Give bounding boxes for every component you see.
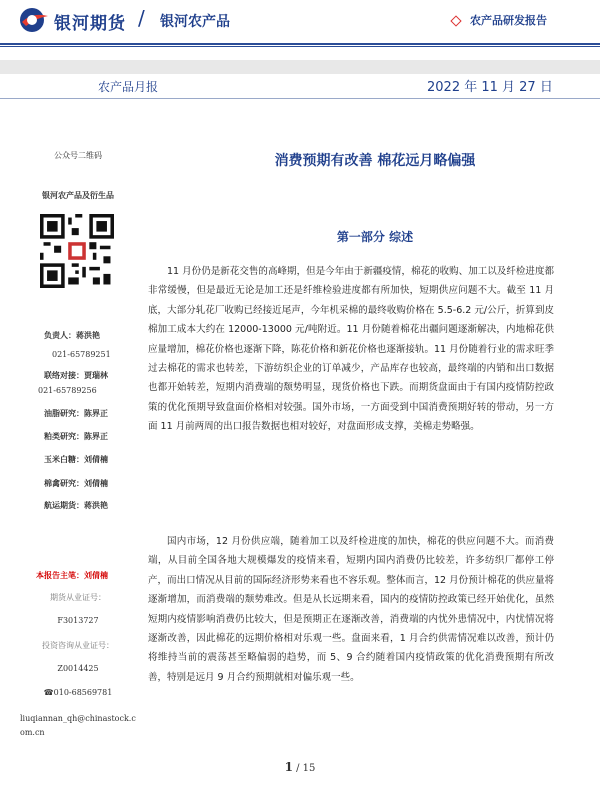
contact-row: 联络对接：贾瑞林 <box>44 370 108 380</box>
qr-code-icon <box>40 214 114 288</box>
consult-number: Z0014425 <box>57 664 99 673</box>
page-total: / 15 <box>296 763 316 774</box>
telephone: ☎010-68569781 <box>43 688 113 697</box>
report-type: 农产品研发报告 <box>470 14 547 27</box>
contact-row: 航运期货：蒋洪艳 <box>44 500 108 510</box>
page-number: 1 <box>284 760 293 774</box>
contact-phone: 021-65789251 <box>52 350 111 359</box>
header-rule-thin <box>0 46 600 47</box>
band-rule <box>0 98 600 99</box>
cert-label: 期货从业证号： <box>50 593 106 602</box>
contact-row: 粕类研究：陈界正 <box>44 431 108 441</box>
header-divider: / <box>138 6 145 30</box>
contact-row: 油脂研究：陈界正 <box>44 408 108 418</box>
contact-phone: 021-65789256 <box>38 386 97 395</box>
brand-name: 银河期货 <box>54 14 126 34</box>
diamond-icon <box>450 15 461 26</box>
paragraph-text: 国内市场，12 月份供应端，随着加工以及纤检进度的加快，棉花的供应问题不大。而消费端，从目前全国各地大规模爆发的疫情来看，短期内国内消费仍比较差，许多纺织厂都停工停产，而出口情况从目前的国际经济形势来看也不容乐观。整体而言，12 月份预计棉花的供应量将逐渐增加，而消费端的颓势难改。但是从长远期来看，国内的疫情防控政策已经开始优化，虽然短期内疫情影响消费仍比较大，但是预期正在逐渐改善，消费端的内忧外患情况中，内忧情况将逐渐改善，因此棉花的远期价格相对乐观一些。盘面来看，1 月合约供需情况难以改善，预计仍将维持当前的震荡甚至略偏弱的趋势，而 5、9 合约随着国内疫情政策的优化消费预期有所改善，特别是远月 9 月合约预期就相对偏乐观一些。 <box>148 536 554 683</box>
paragraph-text: 11 月份仍是新花交售的高峰期，但是今年由于新疆疫情，棉花的收购、加工以及纤检进度都非常缓慢，但是最近无论是加工还是纤维检验进度都有所加快，短期供应问题不大。截至 11 月底，大部分轧花厂收购已经接近尾声，今年机采棉的最终收购价格在 5.5-6.2 元/公斤，折算到皮棉加工成本大约在 12000-13000 元/吨附近。11 月份随着棉花出疆问题逐渐解决，内地棉花供应量增加，棉花价格也逐渐下降，陈花价格和新花价格也逐渐接轨。11 月份随着行业的需求旺季过去棉花的需求也转差，下游纺织企业的订单减少，产品库存也较高，最终端的内销和出口数据也都开始转差，短期内消费端的颓势明显，现货价格也下跌。而期货盘面由于有国内疫情防控政策的优化预期导致盘面价格相对较强。国外市场，一方面受到中国消费预期好转的带动，另一方面 11 月前两周的出口报告数据也相对较好，对盘面形成支撑，美棉走势略强。 <box>148 266 554 433</box>
contact-row: 玉米白糖：刘倩楠 <box>44 454 108 464</box>
email-link[interactable]: liuqiannan_qh@chinastock.com.cn <box>20 714 136 737</box>
consult-label: 投资咨询从业证号： <box>42 641 114 650</box>
header-rule <box>0 43 600 45</box>
article-title: 消费预期有改善 棉花远月略偏强 <box>274 153 476 169</box>
gray-band <box>0 60 600 74</box>
qr-title: 公众号二维码 <box>54 151 102 160</box>
section-heading: 第一部分 综述 <box>336 230 414 244</box>
qr-subtitle: 银河农产品及衍生品 <box>42 190 114 200</box>
sub-brand-name: 银河农产品 <box>160 14 230 30</box>
report-category: 农产品月报 <box>98 80 159 94</box>
page-header <box>0 0 600 44</box>
contact-row: 负责人：蒋洪艳 <box>44 330 100 340</box>
author-label: 本报告主笔：刘倩楠 <box>36 570 108 580</box>
galaxy-logo-icon <box>18 6 52 34</box>
contact-row: 棉禽研究：刘倩楠 <box>44 478 108 488</box>
page-footer <box>0 760 600 774</box>
cert-number: F3013727 <box>57 616 99 625</box>
body-paragraph <box>148 262 554 437</box>
body-paragraph <box>148 532 554 687</box>
report-date: 2022 年 11 月 27 日 <box>427 80 553 95</box>
